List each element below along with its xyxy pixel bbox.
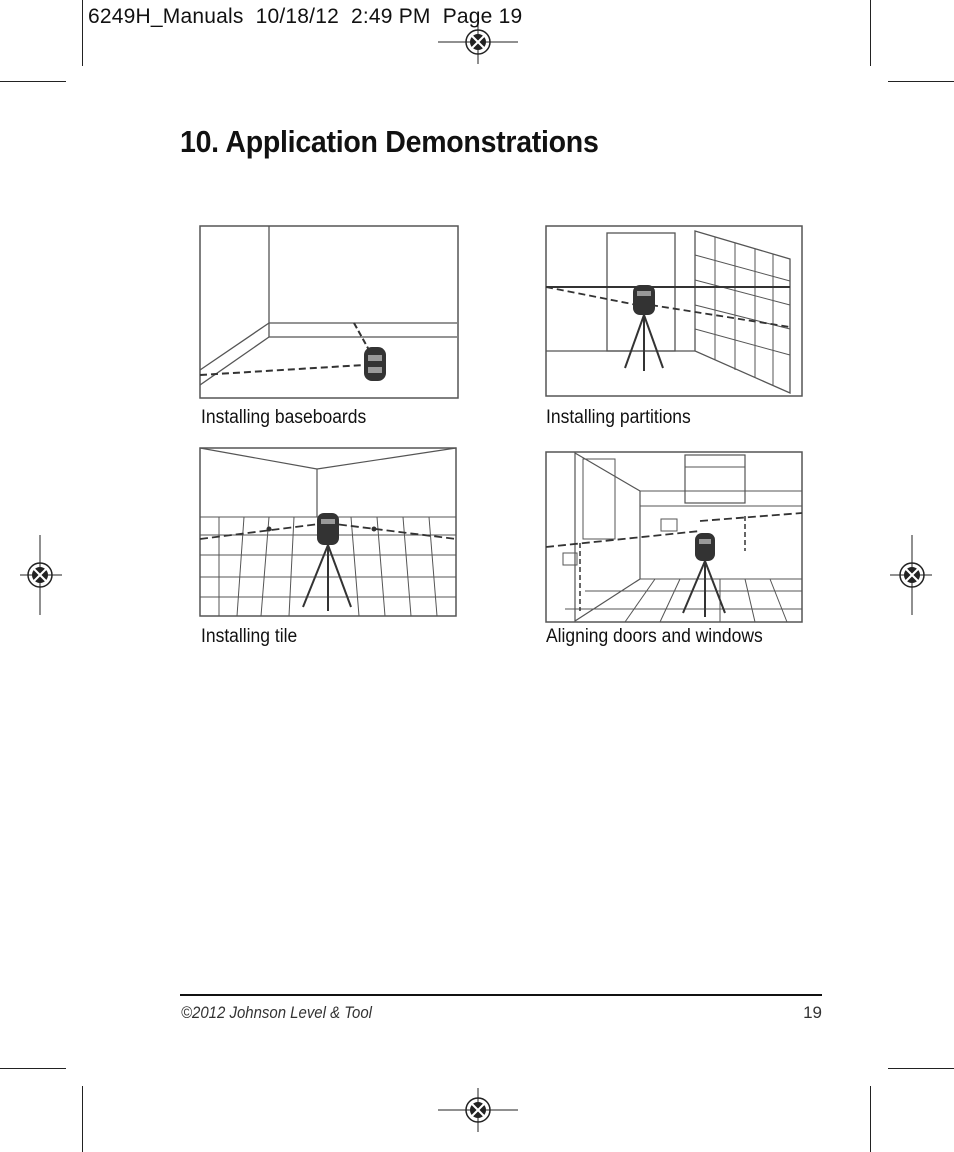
crop-mark: [82, 1086, 83, 1152]
crop-mark: [0, 81, 66, 82]
tile-illustration: [199, 447, 457, 619]
registration-mark-icon: [872, 535, 952, 615]
caption-installing-tile: Installing tile: [201, 626, 298, 647]
crop-mark: [870, 0, 871, 66]
figure-installing-baseboards: [199, 225, 459, 399]
section-title: 10. Application Demonstrations: [180, 124, 599, 159]
crop-mark: [0, 1068, 66, 1069]
caption-installing-baseboards: Installing baseboards: [201, 407, 367, 428]
crop-mark: [82, 0, 83, 66]
figure-installing-tile: [199, 447, 457, 619]
partition-illustration: [545, 225, 803, 397]
caption-aligning-doors-windows: Aligning doors and windows: [546, 626, 763, 647]
figure-installing-partitions: [545, 225, 803, 397]
baseboard-illustration: [199, 225, 459, 399]
crop-mark: [870, 1086, 871, 1152]
footer-copyright: ©2012 Johnson Level & Tool: [181, 1003, 372, 1022]
page-number: 19: [803, 1003, 822, 1022]
registration-mark-icon: [0, 535, 80, 615]
figure-aligning-doors-windows: [545, 451, 803, 623]
crop-mark: [888, 1068, 954, 1069]
caption-installing-partitions: Installing partitions: [546, 407, 691, 428]
registration-mark-icon: [438, 1070, 518, 1150]
print-slug-line: 6249H_Manuals 10/18/12 2:49 PM Page 19: [88, 5, 523, 28]
footer-divider: [180, 994, 822, 996]
doors-windows-illustration: [545, 451, 803, 623]
crop-mark: [888, 81, 954, 82]
